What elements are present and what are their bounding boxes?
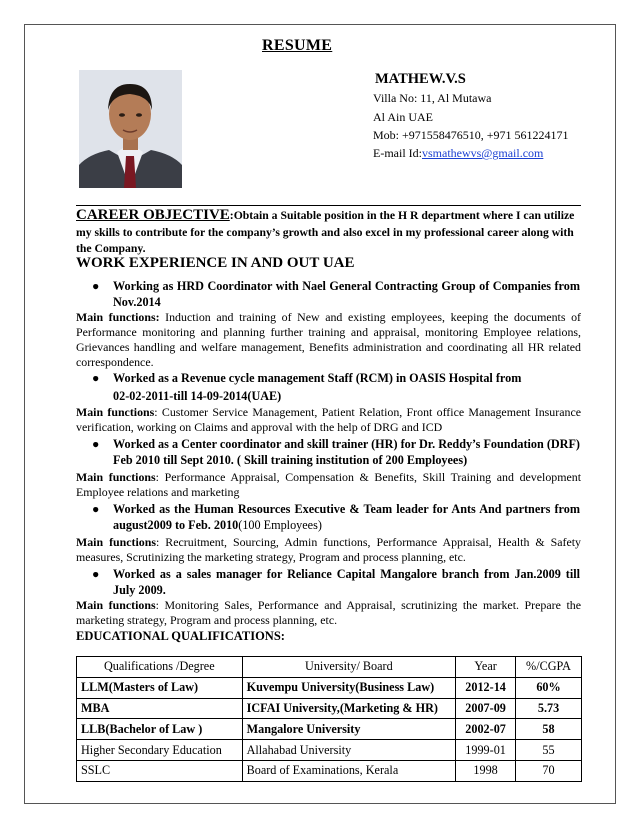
degree-cell: SSLC [77, 760, 243, 781]
career-objective-text: Obtain a Suitable position in the H R department where I can utilize my skills to contribute for the company’s growth and also excel in my professional career along with the Company. [76, 209, 575, 255]
table-row [77, 740, 582, 761]
university-cell: Board of Examinations, Kerala [242, 760, 456, 781]
email-line [373, 146, 543, 161]
bullet-icon: ● [92, 437, 100, 451]
education-table [76, 656, 582, 782]
bullet-icon: ● [92, 371, 100, 385]
degree-cell: MBA [77, 698, 243, 719]
score-cell: 55 [516, 740, 582, 761]
bullet-icon: ● [92, 567, 100, 581]
university-cell: Allahabad University [242, 740, 456, 761]
email-link[interactable]: vsmathewvs@gmail.com [421, 146, 544, 160]
university-cell: ICFAI University,(Marketing & HR) [242, 698, 456, 719]
mobile-numbers: Mob: +971558476510, +971 561224171 [373, 128, 569, 142]
bullet-icon: ● [92, 279, 100, 293]
table-row [77, 698, 582, 719]
score-cell: 60% [516, 677, 582, 698]
university-cell: Mangalore University [242, 719, 456, 740]
job-2-functions: Main functions: Customer Service Management, Patient Relation, Front office Management Insurance verification, working on Claims and approval with the help of DRG and ICD [76, 405, 581, 435]
career-objective-heading: CAREER OBJECTIVE [76, 207, 230, 223]
education-heading: EDUCATIONAL QUALIFICATIONS: [76, 629, 285, 643]
column-header: Year [456, 657, 516, 678]
email-label: E-mail Id: [373, 146, 422, 160]
year-cell: 1998 [456, 760, 516, 781]
profile-photo [79, 70, 182, 188]
column-header: Qualifications /Degree [77, 657, 243, 678]
year-cell: 2002-07 [456, 719, 516, 740]
job-5-functions: Main functions: Monitoring Sales, Performance and Appraisal, scrutinizing the market. Prepare the marketing strategy, Program and process planning, etc. [76, 598, 581, 628]
job-3-functions: Main functions: Performance Appraisal, Compensation & Benefits, Skill Training and development Employee relations and marketing [76, 470, 581, 500]
degree-cell: LLM(Masters of Law) [77, 677, 243, 698]
header-divider [76, 205, 581, 206]
candidate-name: MATHEW.V.S [375, 71, 466, 87]
column-header: %/CGPA [516, 657, 582, 678]
address-line-1: Villa No: 11, Al Mutawa [373, 91, 492, 105]
bullet-icon: ● [92, 502, 100, 516]
university-cell: Kuvempu University(Business Law) [242, 677, 456, 698]
work-experience-heading: WORK EXPERIENCE IN AND OUT UAE [76, 255, 355, 271]
year-cell: 2007-09 [456, 698, 516, 719]
resume-title: RESUME [262, 37, 333, 54]
degree-cell: Higher Secondary Education [77, 740, 243, 761]
column-header: University/ Board [242, 657, 456, 678]
address-line-2: Al Ain UAE [373, 110, 433, 124]
degree-cell: LLB(Bachelor of Law ) [77, 719, 243, 740]
job-4-functions: Main functions: Recruitment, Sourcing, Admin functions, Performance Appraisal, Health & Safety measures, Scrutinizing the marketing strategy, Program and process planning, etc. [76, 535, 581, 565]
year-cell: 1999-01 [456, 740, 516, 761]
score-cell: 70 [516, 760, 582, 781]
table-row [77, 719, 582, 740]
score-cell: 5.73 [516, 698, 582, 719]
year-cell: 2012-14 [456, 677, 516, 698]
table-header-row [77, 657, 582, 678]
table-row [77, 760, 582, 781]
job-1-functions: Main functions: Induction and training of New and existing employees, keeping the documents of Performance monitoring and planning further training and appraisal, monitoring Employee relations, Grievances handling and welfare management, Benefits administration and coordinating all HR related correspondence. [76, 310, 581, 370]
table-row [77, 677, 582, 698]
career-objective: CAREER OBJECTIVE:Obtain a Suitable position in the H R department where I can utilize my skills to contribute for the company’s growth and also excel in my professional career along with the Company. [76, 207, 575, 255]
score-cell: 58 [516, 719, 582, 740]
job-1-title: ● Working as HRD Coordinator with Nael General Contracting Group of Companies from Nov.2014 [92, 279, 580, 309]
